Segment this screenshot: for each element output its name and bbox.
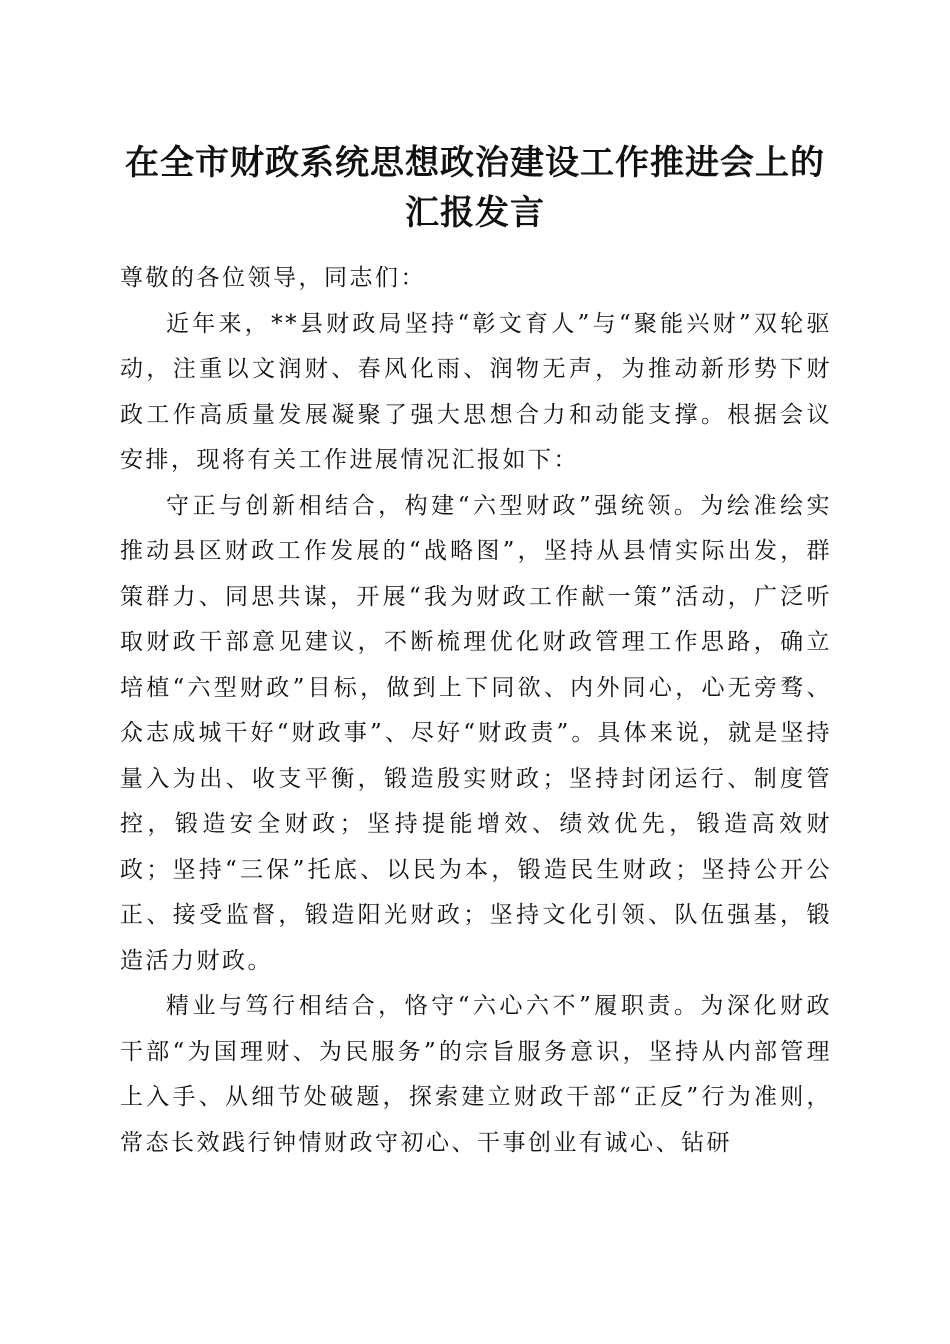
document-title xyxy=(100,138,850,238)
title-line-1: 在全市财政系统思想政治建设工作推进会上的 xyxy=(125,143,825,183)
paragraph-six-type-finance: 守正与创新相结合，构建“六型财政”强统领。为绘准绘实推动县区财政工作发展的“战略图”，坚持从县情实际出发，群策群力、同思共谋，开展“我为财政工作献一策”活动，广泛听取财政干部意见建议，不断梳理优化财政管理工作思路，确立培植“六型财政”目标，做到上下同欲、内外同心，心无旁骛、众志成城干好“财政事”、尽好“财政责”。具体来说，就是坚持量入为出、收支平衡，锻造殷实财政；坚持封闭运行、制度管控，锻造安全财政；坚持提能增效、绩效优先，锻造高效财政；坚持“三保”托底、以民为本，锻造民生财政；坚持公开公正、接受监督，锻造阳光财政；坚持文化引领、队伍强基，锻造活力财政。 xyxy=(120,492,832,974)
paragraph-intro: 近年来，**县财政局坚持“彰文育人”与“聚能兴财”双轮驱动，注重以文润财、春风化雨、润物无声，为推动新形势下财政工作高质量发展凝聚了强大思想合力和动能支撑。根据会议安排，现将有关工作进展情况汇报如下： xyxy=(120,310,832,473)
title-line-2: 汇报发言 xyxy=(405,193,545,233)
document-body xyxy=(120,256,832,1166)
salutation: 尊敬的各位领导，同志们： xyxy=(120,265,426,291)
paragraph-six-hearts: 精业与笃行相结合，恪守“六心六不”履职责。为深化财政干部“为国理财、为民服务”的宗旨服务意识，坚持从内部管理上入手、从细节处破题，探索建立财政干部“正反”行为准则，常态长效践行钟情财政守初心、干事创业有诚心、钻研 xyxy=(120,993,832,1156)
